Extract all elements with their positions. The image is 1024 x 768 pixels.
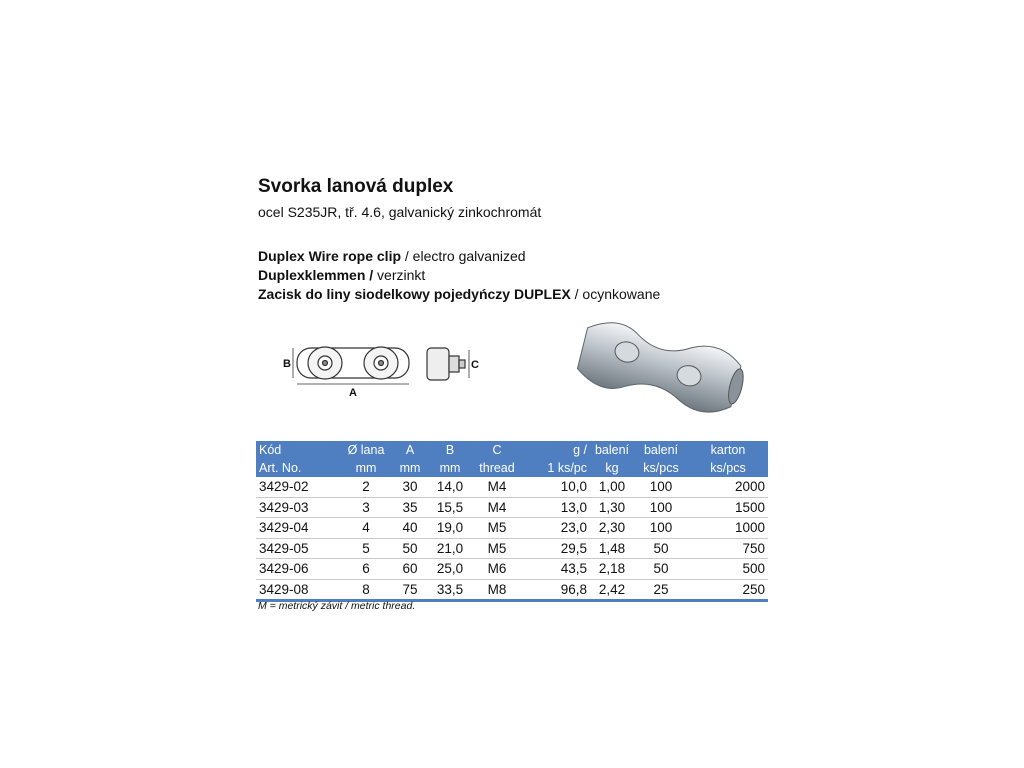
description-polish-bold: Zacisk do liny siodelkowy pojedyńczy DUPLEX <box>258 286 571 302</box>
cell-carton: 2000 <box>734 479 765 495</box>
cell-thread: M5 <box>472 538 522 559</box>
cell-weight: 10,0 <box>560 479 587 495</box>
th-unit-pcs-1: ks/pcs <box>634 459 688 477</box>
description-english-rest: / electro galvanized <box>401 248 526 264</box>
cell-carton: 1000 <box>688 518 768 539</box>
cell-thread: M8 <box>472 579 522 601</box>
th-unit-per-piece: 1 ks/pc <box>522 459 590 477</box>
cell-a: 60 <box>392 559 428 580</box>
cell-carton: 250 <box>688 579 768 601</box>
cell-pack-pcs: 100 <box>634 497 688 518</box>
cell-b: 33,5 <box>428 579 472 601</box>
clip-hole-right-center <box>379 361 384 366</box>
description-german-bold: Duplexklemmen / <box>258 267 374 283</box>
table-row <box>256 477 768 497</box>
cell-thread: M5 <box>472 518 522 539</box>
cell-b: 19,0 <box>428 518 472 539</box>
th-b: B <box>428 441 472 459</box>
cell-rope-diameter: 4 <box>340 518 392 539</box>
cell-rope-diameter: 2 <box>362 479 370 495</box>
cell-rope-diameter: 3 <box>340 497 392 518</box>
product-subtitle: ocel S235JR, tř. 4.6, galvanický zinkochromát <box>258 204 542 220</box>
th-unit-thread: thread <box>472 459 522 477</box>
cell-pack-kg: 1,00 <box>598 479 626 495</box>
cell-thread: M4 <box>472 497 522 518</box>
table-header-row-1 <box>256 441 768 459</box>
cell-pack-pcs: 50 <box>634 538 688 559</box>
table-row <box>256 518 768 539</box>
table-row <box>256 497 768 518</box>
table-row <box>256 538 768 559</box>
drawing-label-c: C <box>471 359 479 371</box>
th-unit-pcs-2: ks/pcs <box>688 459 768 477</box>
cell-carton: 1500 <box>688 497 768 518</box>
th-unit-mm-3: mm <box>428 459 472 477</box>
cell-pack-kg: 1,48 <box>590 538 634 559</box>
cell-carton: 500 <box>688 559 768 580</box>
cell-pack-pcs: 100 <box>634 518 688 539</box>
description-english <box>258 248 526 264</box>
th-art-no: Art. No. <box>256 459 340 477</box>
drawing-label-b: B <box>283 358 291 370</box>
cell-pack-kg: 2,30 <box>590 518 634 539</box>
cell-thread: M4 <box>487 479 507 495</box>
cell-rope-diameter: 6 <box>340 559 392 580</box>
cell-b: 25,0 <box>428 559 472 580</box>
th-carton: karton <box>688 441 768 459</box>
cell-weight: 96,8 <box>522 579 590 601</box>
cell-a: 35 <box>392 497 428 518</box>
product-photo <box>568 318 748 418</box>
th-pack-kg: balení <box>590 441 634 459</box>
th-unit-kg: kg <box>590 459 634 477</box>
cell-code: 3429-05 <box>256 538 340 559</box>
technical-drawing <box>283 340 503 398</box>
cell-weight: 29,5 <box>522 538 590 559</box>
cell-rope-diameter: 5 <box>340 538 392 559</box>
cell-code: 3429-02 <box>259 479 309 495</box>
th-unit-mm-1: mm <box>340 459 392 477</box>
cell-weight: 13,0 <box>522 497 590 518</box>
th-unit-mm-2: mm <box>392 459 428 477</box>
cell-pack-pcs: 100 <box>649 479 673 495</box>
footnote: M = metrický závit / metric thread. <box>258 600 416 612</box>
clip-side-bolt <box>459 360 465 368</box>
cell-b: 15,5 <box>428 497 472 518</box>
cell-weight: 23,0 <box>522 518 590 539</box>
cell-a: 50 <box>392 538 428 559</box>
table-header-row-2 <box>256 459 768 477</box>
product-title: Svorka lanová duplex <box>258 176 454 197</box>
cell-b: 14,0 <box>436 479 464 495</box>
clip-photo-body <box>575 318 744 418</box>
description-polish <box>258 286 660 302</box>
clip-hole-left-center <box>323 361 328 366</box>
cell-code: 3429-04 <box>256 518 340 539</box>
cell-rope-diameter: 8 <box>340 579 392 601</box>
th-c: C <box>472 441 522 459</box>
clip-side-view <box>427 348 449 380</box>
cell-b: 21,0 <box>428 538 472 559</box>
description-polish-rest: / ocynkowane <box>570 286 661 302</box>
cell-a: 30 <box>402 479 418 495</box>
table-row <box>256 559 768 580</box>
th-code: Kód <box>256 441 340 459</box>
table-row <box>256 579 768 601</box>
cell-carton: 750 <box>688 538 768 559</box>
cell-thread: M6 <box>472 559 522 580</box>
cell-weight: 43,5 <box>522 559 590 580</box>
cell-a: 40 <box>392 518 428 539</box>
cell-pack-kg: 2,18 <box>590 559 634 580</box>
description-german <box>258 267 425 283</box>
description-german-rest: verzinkt <box>373 267 426 283</box>
drawing-label-a: A <box>349 387 357 398</box>
cell-pack-pcs: 50 <box>634 559 688 580</box>
description-english-bold: Duplex Wire rope clip <box>258 248 402 264</box>
spec-table <box>256 441 768 602</box>
cell-pack-pcs: 25 <box>634 579 688 601</box>
cell-code: 3429-08 <box>256 579 340 601</box>
th-rope-diameter: Ø lana <box>340 441 392 459</box>
cell-a: 75 <box>392 579 428 601</box>
th-weight: g / <box>522 441 590 459</box>
cell-pack-kg: 1,30 <box>590 497 634 518</box>
cell-code: 3429-03 <box>256 497 340 518</box>
clip-side-nut <box>449 356 459 372</box>
cell-pack-kg: 2,42 <box>590 579 634 601</box>
th-pack-pcs: balení <box>634 441 688 459</box>
th-a: A <box>392 441 428 459</box>
cell-code: 3429-06 <box>256 559 340 580</box>
